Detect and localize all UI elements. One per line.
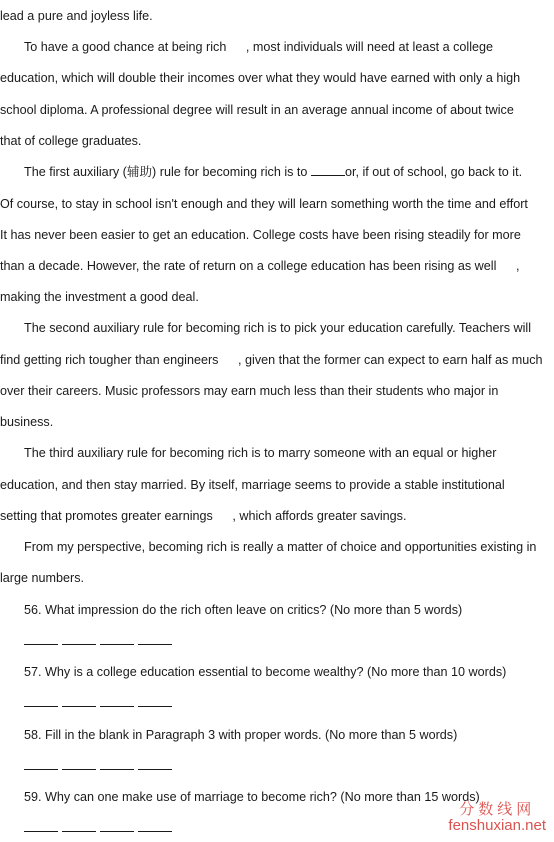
answer-line-57[interactable] xyxy=(24,695,176,710)
paragraph-line-with-blank xyxy=(24,164,522,180)
paragraph-line: making the investment a good deal. xyxy=(0,290,199,304)
answer-line-59[interactable] xyxy=(24,820,176,835)
question-56: 56. What impression do the rich often leave on critics? (No more than 5 words) xyxy=(24,603,463,617)
paragraph-line: lead a pure and joyless life. xyxy=(0,9,153,23)
paragraph-line: To have a good chance at being rich , most individuals will need at least a college xyxy=(24,40,494,54)
paragraph-line: Of course, to stay in school isn't enough and they will learn something worth the time and effort xyxy=(0,197,528,211)
question-57: 57. Why is a college education essential to become wealthy? (No more than 10 words) xyxy=(24,665,507,679)
question-58: 58. Fill in the blank in Paragraph 3 with proper words. (No more than 5 words) xyxy=(24,728,458,742)
paragraph-line: over their careers. Music professors may earn much less than their students who major in xyxy=(0,384,499,398)
paragraph-line: The third auxiliary rule for becoming rich is to marry someone with an equal or higher xyxy=(24,446,497,460)
watermark-logo xyxy=(448,801,546,834)
paragraph-line: The second auxiliary rule for becoming rich is to pick your education carefully. Teachers will xyxy=(24,321,532,335)
paragraph-line: that of college graduates. xyxy=(0,134,142,148)
paragraph-line: large numbers. xyxy=(0,571,84,585)
paragraph-line: education, and then stay married. By itself, marriage seems to provide a stable institutional xyxy=(0,478,505,492)
paragraph-text: or, if out of school, go back to it. xyxy=(344,165,523,179)
paragraph-line: education, which will double their incomes over what they would have earned with only a high xyxy=(0,71,521,85)
question-59: 59. Why can one make use of marriage to become rich? (No more than 15 words) xyxy=(24,790,480,804)
watermark-cn: 分数线网 xyxy=(459,800,536,818)
fill-in-blank[interactable] xyxy=(311,164,345,176)
paragraph-line: From my perspective, becoming rich is really a matter of choice and opportunities existing in xyxy=(24,540,537,554)
paragraph-line: than a decade. However, the rate of return on a college education has been rising as well , xyxy=(0,259,520,273)
paragraph-line: school diploma. A professional degree will result in an average annual income of about twice xyxy=(0,103,514,117)
paragraph-line: business. xyxy=(0,415,54,429)
answer-line-56[interactable] xyxy=(24,633,176,648)
watermark-en: fenshuxian.net xyxy=(448,816,546,834)
answer-line-58[interactable] xyxy=(24,758,176,773)
paragraph-line: setting that promotes greater earnings , which affords greater savings. xyxy=(0,509,407,523)
paragraph-line: It has never been easier to get an education. College costs have been rising steadily for more xyxy=(0,228,521,242)
paragraph-text: The first auxiliary (辅助) rule for becoming rich is to xyxy=(24,165,311,179)
paragraph-line: find getting rich tougher than engineers , given that the former can expect to earn half as much xyxy=(0,353,543,367)
